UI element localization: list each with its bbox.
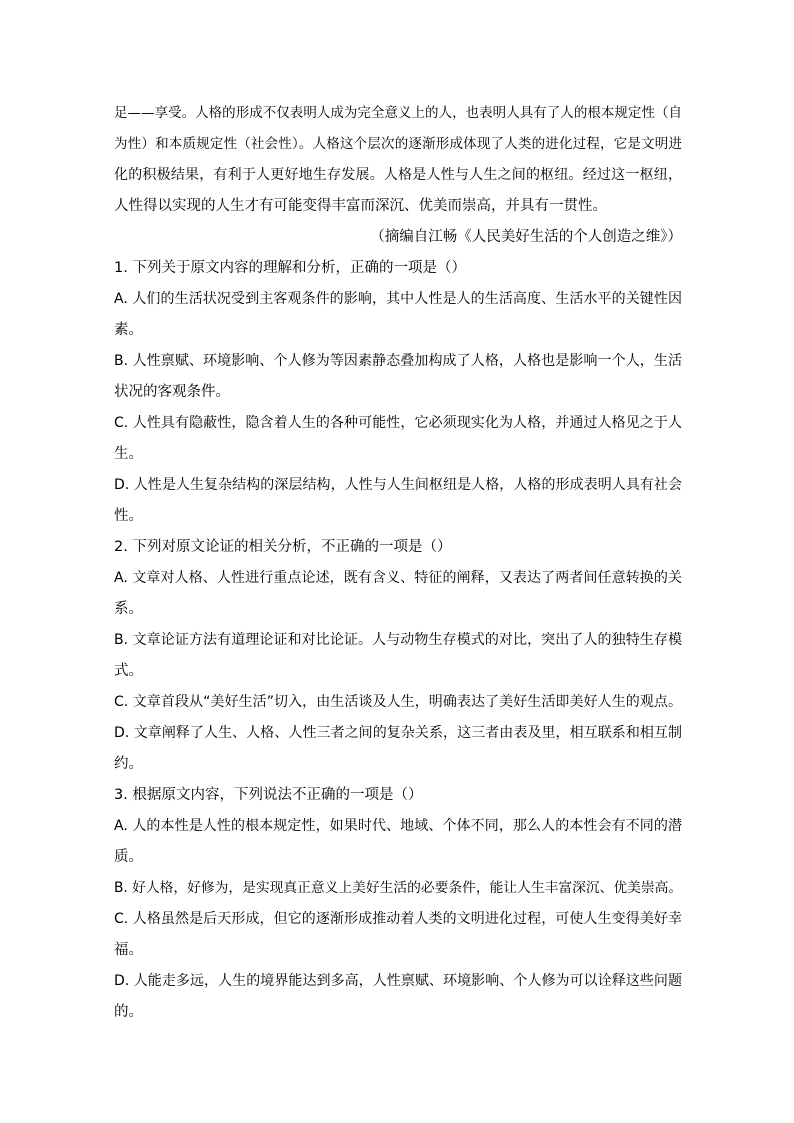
option-line: 约。 (114, 756, 143, 772)
option-line: 质。 (114, 849, 143, 865)
option-line: A. 文章对人格、人性进行重点论述，既有含义、特征的阐释，又表达了两者间任意转换的关 (114, 570, 682, 586)
option-line: 系。 (114, 601, 143, 617)
option-line: B. 人性禀赋、环境影响、个人修为等因素静态叠加构成了人格，人格也是影响一个人，生活 (114, 353, 682, 369)
passage-source: （摘编自江畅《人民美好生活的个人创造之维》） (370, 229, 682, 245)
option-line: A. 人们的生活状况受到主客观条件的影响，其中人性是人的生活高度、生活水平的关键性因 (114, 291, 682, 307)
option-line: 的。 (114, 1004, 143, 1020)
question-stem: 1. 下列关于原文内容的理解和分析，正确的一项是（） (114, 260, 466, 276)
option-line: C. 人性具有隐蔽性，隐含着人生的各种可能性，它必须现实化为人格，并通过人格见之于人 (114, 415, 682, 431)
passage-line: 人性得以实现的人生才有可能变得丰富而深沉、优美而崇高，并具有一贯性。 (114, 198, 607, 214)
option-line: 生。 (114, 446, 143, 462)
option-line: 性。 (114, 508, 143, 524)
option-line: B. 好人格，好修为，是实现真正意义上美好生活的必要条件，能让人生丰富深沉、优美崇高。 (114, 880, 683, 896)
option-line: 状况的客观条件。 (114, 384, 230, 400)
question-stem: 3. 根据原文内容，下列说法不正确的一项是（） (114, 787, 423, 803)
option-line: D. 文章阐释了人生、人格、人性三者之间的复杂关系，这三者由表及里，相互联系和相互制 (114, 725, 682, 741)
option-line: C. 人格虽然是后天形成，但它的逐渐形成推动着人类的文明进化过程，可使人生变得美好幸 (114, 911, 682, 927)
option-line: D. 人能走多远，人生的境界能达到多高，人性禀赋、环境影响、个人修为可以诠释这些问题 (114, 973, 682, 989)
option-line: A. 人的本性是人性的根本规定性，如果时代、地域、个体不同，那么人的本性会有不同的潜 (114, 818, 682, 834)
question-stem: 2. 下列对原文论证的相关分析，不正确的一项是（） (114, 539, 452, 555)
option-line: 福。 (114, 942, 143, 958)
option-line: 素。 (114, 322, 143, 338)
option-line: 式。 (114, 663, 143, 679)
option-line: D. 人性是人生复杂结构的深层结构，人性与人生间枢纽是人格，人格的形成表明人具有社会 (114, 477, 682, 493)
passage-line: 为性）和本质规定性（社会性）。人格这个层次的逐渐形成体现了人类的进化过程，它是文明进 (114, 136, 682, 152)
option-line: B. 文章论证方法有道理论证和对比论证。人与动物生存模式的对比，突出了人的独特生存模 (114, 632, 682, 648)
option-line: C. 文章首段从“美好生活”切入，由生活谈及人生，明确表达了美好生活即美好人生的观点。 (114, 694, 682, 710)
passage-line: 化的积极结果，有利于人更好地生存发展。人格是人性与人生之间的枢纽。经过这一枢纽， (114, 167, 682, 183)
passage-line: 足——享受。人格的形成不仅表明人成为完全意义上的人，也表明人具有了人的根本规定性（自 (114, 105, 682, 121)
